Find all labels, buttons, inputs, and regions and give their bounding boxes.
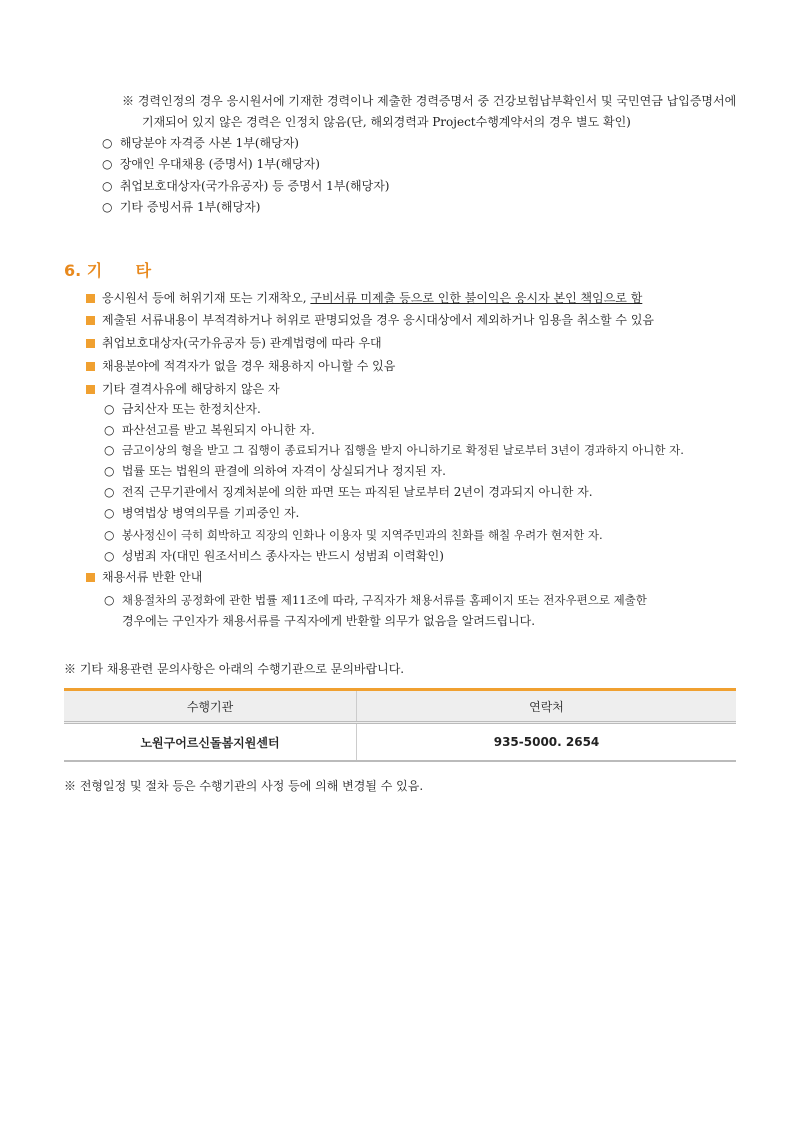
square-bullet-icon [86, 362, 95, 371]
disqualification-item: ○ 봉사정신이 극히 희박하고 직장의 인화나 이용자 및 지역주민과의 친화를 해칠 우려가 현저한 자. [104, 528, 603, 542]
circle-bullet-icon: ○ [104, 464, 115, 478]
square-bullet-icon [86, 316, 95, 325]
doc-item: ○ 기타 증빙서류 1부(해당자) [102, 200, 261, 214]
circle-bullet-icon: ○ [104, 593, 115, 607]
circle-bullet-icon: ○ [102, 136, 113, 150]
notice-item: 제출된 서류내용이 부적격하거나 허위로 판명되었을 경우 응시대상에서 제외하거나 임용을 취소할 수 있음 [86, 311, 654, 329]
disqualification-item: ○ 전직 근무기관에서 징계처분에 의한 파면 또는 파직된 날로부터 2년이 경과되지 아니한 자. [104, 485, 593, 499]
contact-table [64, 688, 736, 762]
header-org: 수행기관 [64, 690, 357, 723]
table-row [64, 723, 736, 762]
doc-item: ○ 취업보호대상자(국가유공자) 등 증명서 1부(해당자) [102, 179, 390, 193]
square-bullet-icon [86, 385, 95, 394]
disqualification-item: ○ 파산선고를 받고 복원되지 아니한 자. [104, 423, 315, 437]
circle-bullet-icon: ○ [104, 423, 115, 437]
circle-bullet-icon: ○ [102, 179, 113, 193]
disqualification-item: ○ 금고이상의 형을 받고 그 집행이 종료되거나 집행을 받지 아니하기로 확정된 날로부터 3년이 경과하지 아니한 자. [104, 443, 684, 457]
header-contact: 연락처 [357, 690, 737, 723]
disqualification-item: ○ 병역법상 병역의무를 기피중인 자. [104, 506, 300, 520]
notice-item: 응시원서 등에 허위기재 또는 기재착오, 구비서류 미제출 등으로 인한 불이익은 응시자 본인 책임으로 함 [86, 289, 642, 307]
circle-bullet-icon: ○ [102, 200, 113, 214]
org-name: 노원구어르신돌봄지원센터 [64, 723, 357, 762]
square-bullet-icon [86, 573, 95, 582]
section-title: 6. 기 타 [64, 261, 152, 280]
circle-bullet-icon: ○ [104, 549, 115, 563]
phone-number: 935-5000. 2654 [357, 723, 737, 762]
disqualification-item: ○ 성범죄 자(대민 원조서비스 종사자는 반드시 성범죄 이력확인) [104, 549, 444, 563]
square-bullet-icon [86, 294, 95, 303]
disqualification-item: ○ 법률 또는 법원의 판결에 의하여 자격이 상실되거나 정지된 자. [104, 464, 446, 478]
disqualification-item: ○ 금치산자 또는 한정치산자. [104, 402, 261, 416]
circle-bullet-icon: ○ [104, 402, 115, 416]
return-notice-line-1: ○ 채용절차의 공정화에 관한 법률 제11조에 따라, 구직자가 채용서류를 홈페이지 또는 전자우편으로 제출한 [104, 593, 647, 607]
underlined-warning: 구비서류 미제출 등으로 인한 불이익은 응시자 본인 책임으로 함 [310, 291, 643, 305]
doc-item: ○ 장애인 우대채용 (증명서) 1부(해당자) [102, 157, 320, 171]
circle-bullet-icon: ○ [102, 157, 113, 171]
square-bullet-icon [86, 339, 95, 348]
notice-item: 기타 결격사유에 해당하지 않은 자 [86, 380, 280, 398]
circle-bullet-icon: ○ [104, 528, 115, 542]
footer-note: ※ 전형일정 및 절차 등은 수행기관의 사정 등에 의해 변경될 수 있음. [64, 779, 424, 793]
return-notice-line-2: 경우에는 구인자가 채용서류를 구직자에게 반환할 의무가 없음을 알려드립니다. [122, 614, 536, 628]
notice-item: 채용서류 반환 안내 [86, 568, 202, 586]
circle-bullet-icon: ○ [104, 485, 115, 499]
career-note-line-2: 기재되어 있지 않은 경력은 인정치 않음(단, 해외경력과 Project수행계약서의 경우 별도 확인) [142, 115, 631, 129]
doc-item: ○ 해당분야 자격증 사본 1부(해당자) [102, 136, 299, 150]
notice-item: 취업보호대상자(국가유공자 등) 관계법령에 따라 우대 [86, 334, 382, 352]
circle-bullet-icon: ○ [104, 506, 115, 520]
notice-item: 채용분야에 적격자가 없을 경우 채용하지 아니할 수 있음 [86, 357, 395, 375]
career-note-line-1: ※ 경력인정의 경우 응시원서에 기재한 경력이나 제출한 경력증명서 중 건강보험납부확인서 및 국민연금 납입증명서에 [122, 94, 737, 108]
inquiry-note: ※ 기타 채용관련 문의사항은 아래의 수행기관으로 문의바랍니다. [64, 662, 405, 676]
table-header-row [64, 690, 736, 723]
circle-bullet-icon: ○ [104, 443, 115, 457]
